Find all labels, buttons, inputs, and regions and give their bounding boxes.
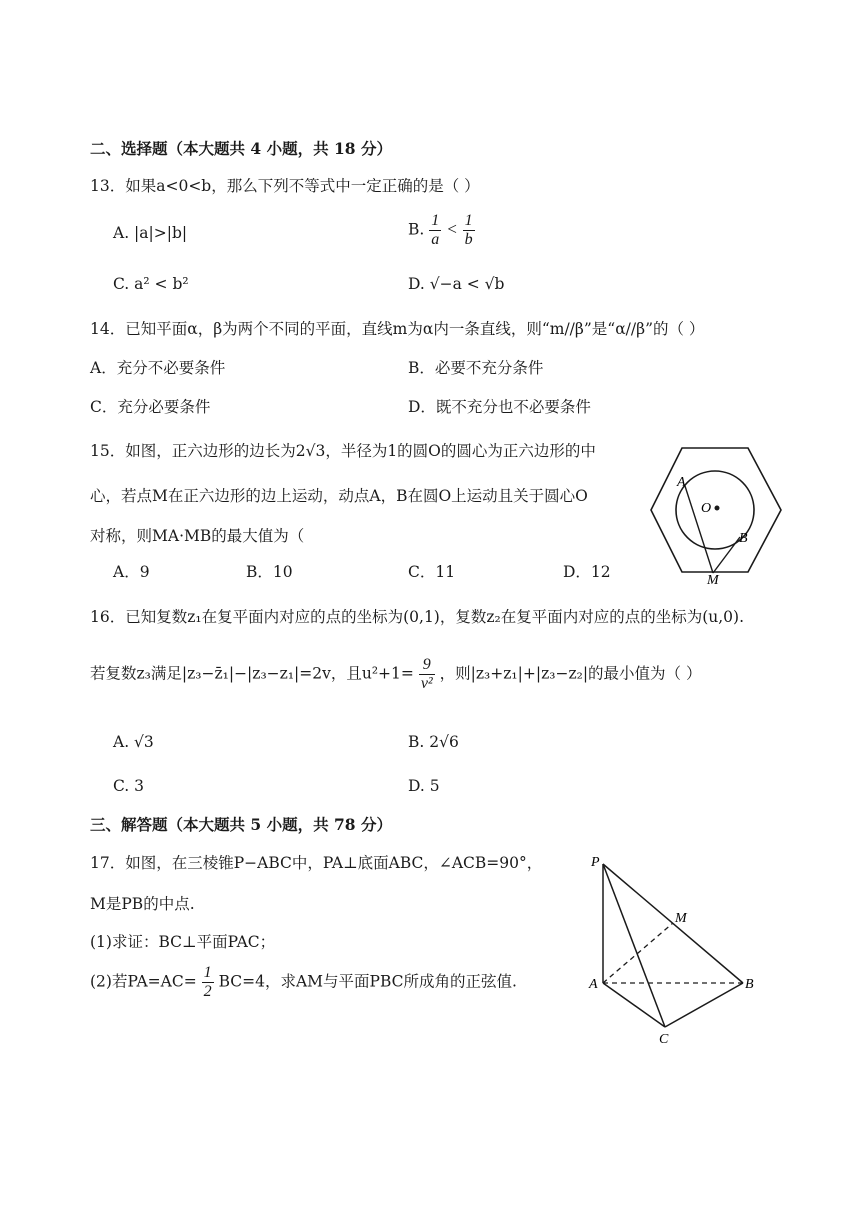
pyramid-figure bbox=[585, 850, 765, 1050]
fig17-label-a: A bbox=[589, 977, 598, 992]
q16-option-d: D. 5 bbox=[408, 777, 440, 795]
q16-option-b: B. 2√6 bbox=[408, 733, 459, 751]
q17-part-2-left: (2)若PA=AC= bbox=[90, 972, 197, 991]
q15-option-a: A．9 bbox=[113, 563, 150, 581]
q13-option-b-frac-left: $\frac{1}{a}$ bbox=[431, 212, 440, 248]
q16-frac: $\frac{9}{\text{v²}}$ bbox=[420, 656, 433, 692]
q13-option-b-label: B. bbox=[408, 220, 425, 239]
q16-stem-2-right: ，则|z₃+z₁|+|z₃−z₂|的最小值为（ ） bbox=[439, 664, 702, 683]
section-3-heading: 三、解答题（本大题共 5 小题，共 78 分） bbox=[90, 815, 392, 834]
q17-frac: $\frac{1}{2}$ bbox=[203, 964, 212, 1000]
q13-option-b bbox=[408, 212, 475, 256]
q13-option-b-lt: < bbox=[446, 219, 458, 239]
q15-stem-2: 心，若点M在正六边形的边上运动，动点A，B在圆O上运动且关于圆心O bbox=[90, 487, 588, 505]
q16-option-c: C. 3 bbox=[113, 777, 145, 795]
segment-ma bbox=[685, 486, 713, 573]
segment-am-hidden bbox=[603, 923, 673, 983]
fig15-label-b: B bbox=[739, 531, 748, 546]
q17-part-1: (1)求证：BC⊥平面PAC； bbox=[90, 933, 276, 951]
q16-stem-2 bbox=[90, 656, 701, 702]
q16-stem-1: 16．已知复数z₁在复平面内对应的点的坐标为(0,1)，复数z₂在复平面内对应的点的坐标为(u,0). bbox=[90, 608, 745, 626]
hexagon-circle-figure bbox=[645, 440, 785, 585]
q14-option-c: C．充分必要条件 bbox=[90, 398, 211, 416]
q15-stem-3: 对称，则MA·MB的最大值为（ bbox=[90, 527, 305, 545]
fig17-label-m: M bbox=[675, 911, 687, 926]
q16-stem-2-left: 若复数z₃满足|z₃−z̄₁|−|z₃−z₁|=2v，且u²+1= bbox=[90, 664, 414, 683]
q15-option-b: B．10 bbox=[246, 563, 293, 581]
q14-stem: 14．已知平面α，β为两个不同的平面，直线m为α内一条直线，则“m//β”是“α//β”的（ ） bbox=[90, 320, 705, 338]
fig15-label-a: A bbox=[677, 475, 686, 490]
q17-stem-1: 17．如图，在三棱锥P−ABC中，PA⊥底面ABC，∠ACB=90°， bbox=[90, 854, 543, 872]
fig15-label-m: M bbox=[707, 573, 719, 585]
q13-stem: 13．如果a<0<b，那么下列不等式中一定正确的是（ ） bbox=[90, 177, 480, 195]
q14-option-a: A．充分不必要条件 bbox=[90, 359, 226, 377]
fig17-label-p: P bbox=[591, 855, 600, 870]
edge-pc bbox=[603, 864, 665, 1027]
edge-cb bbox=[665, 983, 743, 1027]
q14-option-d: D．既不充分也不必要条件 bbox=[408, 398, 591, 416]
q16-option-a: A. √3 bbox=[113, 733, 154, 751]
fig17-label-c: C bbox=[659, 1032, 669, 1047]
q17-part-2-right: BC=4，求AM与平面PBC所成角的正弦值. bbox=[218, 972, 517, 991]
q13-option-d: D. √−a < √b bbox=[408, 275, 505, 293]
center-dot bbox=[715, 506, 720, 511]
q15-option-c: C．11 bbox=[408, 563, 456, 581]
q15-stem-1: 15．如图，正六边形的边长为2√3，半径为1的圆O的圆心为正六边形的中 bbox=[90, 442, 596, 460]
q13-option-a: A. |a|>|b| bbox=[113, 224, 188, 242]
q13-option-c: C. a² < b² bbox=[113, 275, 189, 293]
q13-option-b-frac-right: $\frac{1}{b}$ bbox=[464, 212, 473, 248]
fig15-label-o: O bbox=[701, 501, 712, 516]
segment-mb bbox=[713, 537, 740, 573]
section-2-heading: 二、选择题（本大题共 4 小题，共 18 分） bbox=[90, 139, 392, 158]
q17-part-2 bbox=[90, 964, 517, 1010]
q15-option-d: D．12 bbox=[563, 563, 611, 581]
q14-option-b: B．必要不充分条件 bbox=[408, 359, 544, 377]
fig17-label-b: B bbox=[745, 977, 754, 992]
q17-stem-2: M是PB的中点. bbox=[90, 895, 195, 913]
edge-ac bbox=[603, 983, 665, 1027]
